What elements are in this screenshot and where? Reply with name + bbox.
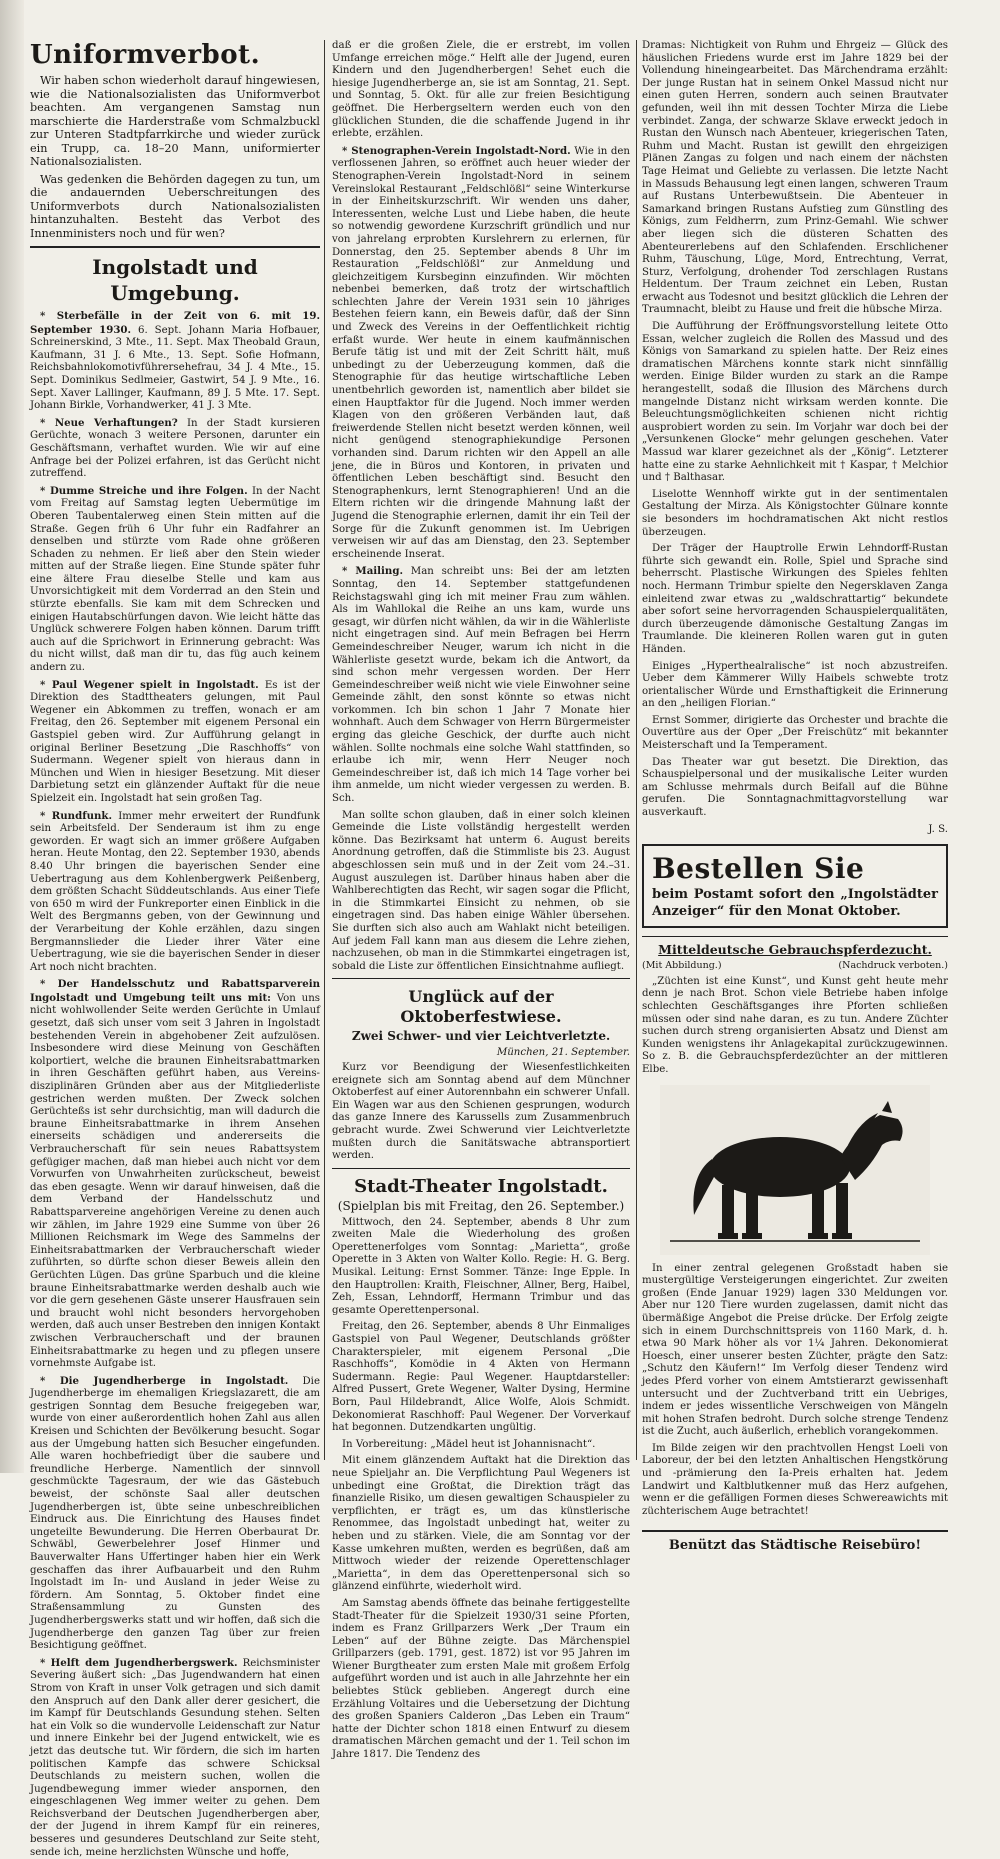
article-streiche	[30, 485, 320, 675]
ad-text: beim Postamt sofort den „Ingolstädter Anzeiger“ für den Monat Oktober.	[652, 887, 938, 920]
article-theater-2: Freitag, den 26. September, abends 8 Uhr Einmaliges Gastspiel von Paul Wegener, Deutschlands größter Charakterspieler, mit eigenem Personal „Die Raschhoffs“, Komödie in 4 Akten von Hermann Sudermann. Regie: Paul Wegener. Hauptdarsteller: Alfred Pussert, Grete Wegener, Walter Dysing, Hermine Born, Paul Hildebrandt, Alice Wolfe, Alois Schmidt. Dekonomierat Raschhoff: Paul Wegener. Der Vorverkauf hat begonnen. Dutzendkarten ungültig.	[332, 1321, 630, 1434]
article-theater-5: Am Samstag abends öffnete das beinahe fertiggestellte Stadt-Theater für die Spielzeit 1930/31 seine Pforten, indem es Franz Grillparzers Werk „Der Traum ein Leben“ auf der Bühne zeigte. Das Märchenspiel Grillparzers (geb. 1791, gest. 1872) ist vor 95 Jahren im Wiener Burgtheater zum ersten Male mit großem Erfolg aufgeführt worden und ist auch in alle Jahrzehnte her ein beliebtes Stück geblieben. Angeregt durch eine Erzählung Voltaires und die Uebersetzung der Dichtung des großen Spaniers Calderon „Das Leben ein Traum“ hatte der Dichter schon 1818 einen Entwurf zu diesem dramatischen Märchen gemacht und der 1. Teil schon im Jahre 1817. Die Tendenz des	[332, 1597, 630, 1761]
text-streiche: In der Nacht vom Freitag auf Samstag legten Uebermütige im Oberen Taubentalerweg einen Stein mitten auf die Straße. Gegen früh 6 Uhr fuhr ein Radfahrer an denselben und stürzte vom Rade ohne größeren Schaden zu nehmen. Er ließ aber den Stein wieder mitten auf der Straße liegen. Eine Stunde später fuhr eine ältere Frau dieselbe Stelle und kam aus Unvorsichtigkeit mit dem Vorderrad an den Stein und stürzte ebenfalls. Sie kam mit dem Schrecken und einigen Hautabschürfungen davon. Wie leicht hätte das Unglück schwerere Folgen haben können. Darum trifft auch auf die Sprichwort in Erinnerung gebracht: Was du nicht willst, daß man dir tu, das füg auch keinem andern zu.	[30, 485, 320, 674]
lead-rundfunk: * Rundfunk.	[40, 809, 113, 822]
lead-jugendherberge: * Die Jugendherberge in Ingolstadt.	[40, 1374, 289, 1387]
article-uniformverbot-2: Was gedenken die Behörden dagegen zu tun, um die andauernden Ueberschreitungen des Uniformverbots durch Nationalsozialisten hintanzuhalten. Besteht das Verbot des Innenministers noch und für wen?	[30, 172, 320, 240]
note-row	[642, 960, 948, 973]
text-verhaftungen: In der Stadt kursieren Gerüchte, wonach 3 weitere Personen, darunter ein Geschäftsmann, verhaftet wurden. Wie wir auf eine Anfrage bei der Polizei erfahren, ist das Gerücht nicht zutreffend.	[30, 417, 320, 480]
article-rundfunk	[30, 810, 320, 975]
article-theater-4: Mit einem glänzendem Auftakt hat die Direktion das neue Spieljahr an. Die Verpflichtung Paul Wegeners ist unbedingt eine Großtat, die Direktion trägt das finanzielle Risiko, um diesen gewaltigen Schauspieler zu verpflichten, er trägt es, um das künstlerische Renommee, das Ingolstadt unbedingt hat, weiter zu heben und zu stärken. Viele, die am Sonntag vor der Kasse umkehren mußten, werden es begrüßen, daß am Mittwoch wieder der reizende Operettenschlager „Marietta“, in dem das Operettenpersonal sich so glänzend einführte, wiederholt wird.	[332, 1455, 630, 1593]
footer-reisebuero: Benützt das Städtische Reisebüro!	[642, 1530, 948, 1553]
article-theater-cont-3: Liselotte Wennhoff wirkte gut in der sentimentalen Gestaltung der Mirza. Als Königstochter Gülnare konnte sie besonders im hochdramatischen Akt nicht restlos überzeugen.	[642, 488, 948, 538]
article-pferd: „Züchten ist eine Kunst“, und Kunst geht heute mehr denn je nach Brot. Schon viele Betriebe haben infolge schlechten Geschäftsganges ihre Pforten schließen müssen oder sind nahe daran, es zu tun. Andere Züchter suchen durch streng organisierten Absatz und Dienst am Kunden wenigstens ihr Anlagekapital zurückzugewinnen. So z. B. die Gebrauchspferdezüchter an der mittleren Elbe.	[642, 975, 948, 1075]
article-unglueck: Kurz vor Beendigung der Wiesenfestlichkeiten ereignete sich am Sonntag abend auf dem Münchner Oktoberfest auf einer Autorennbahn ein schwerer Unfall. Ein Wagen war aus den Schienen gesprungen, wodurch das ganze Innere des Karussells zum Zusammenbruch gebracht wurde. Zwei Schwerund vier Leichtverletzte mußten durch die Sanitätswache abtransportiert werden.	[332, 1061, 630, 1162]
page-gutter	[0, 0, 24, 1473]
article-jugendherberge	[30, 1375, 320, 1653]
text-rabatt: Von uns nicht wohlwollender Seite werden Gerüchte in Umlauf gesetzt, daß sich unser vom seit 3 Jahren in Ingolstadt bestehenden Verein in abgehobener Zeit aufzulösen. Insbesondere wird diese Meinung von Geschäften kolportiert, welche die braunen Einheitsrabattmarken in ihren Geschäften geführt haben, aus Vereins-disziplinären Gründen aber aus der Mitgliederliste gestrichen werden mußten. Der Zweck solchen Gerüchteßs ist sehr durchsichtig, man will dadurch die braune Einheitsrabattmarke in ihrem Ansehen einerseits schädigen und andererseits die Verbraucherschaft für sein neues Rabattsystem gefügiger machen, daß man hiebei auch nicht vor dem Vorwurfen von Unwahrheiten zurückscheut, beweist das eben gesagte. Wenn wir darauf hinweisen, daß die dem Verband der Handelsschutz und Rabattsparvereine angehörigen Vereine zu denen auch wir zählen, im Jahre 1929 eine Summe von über 26 Millionen Reichsmark im Wege des Sammelns der Einheitsrabattmarken der Verbraucherschaft wieder zuführten, so dürfte schon dieser Beweis allein den Gerüchten Lügen. Das grüne Sparbuch und die kleine braune Einheitsrabattmarke werden deshalb auch wie vor die gern gesehenen Gäste unserer Hausfrauen sein und braucht wohl nicht besonders hervorgehoben werden, daß auch unser Bestreben den innigen Kontakt zwischen Verbraucherschaft und der braunen Einheitsrabattmarke zu hegen und zu pflegen unsere vornehmste Aufgabe ist.	[30, 992, 320, 1370]
lead-steno: * Stenographen-Verein Ingolstadt-Nord.	[342, 144, 571, 157]
subheadline-unglueck: Zwei Schwer- und vier Leichtverletzte.	[351, 1029, 611, 1044]
article-theater-cont-6: Ernst Sommer, dirigierte das Orchester und brachte die Ouvertüre aus der Oper „Der Freischütz“ mit bekannter Meisterschaft und Ia Temperament.	[642, 714, 948, 752]
article-helft	[30, 1657, 320, 1859]
lead-sterbefaelle: * Sterbefälle in der Zeit von 6. mit 19. September 1930.	[30, 310, 320, 336]
text-rundfunk: Immer mehr erweitert der Rundfunk sein Arbeitsfeld. Der Senderaum ist ihm zu enge geworden. Er wagt sich an immer größere Aufgaben heran. Heute Montag, den 22. September 1930, abends 8.40 Uhr bringen die bayerischen Sender eine Uebertragung aus dem Kohlenbergwerk Peißenberg, dem größten Schacht Süddeutschlands. Aus einer Tiefe von 650 m wird der Funkreporter einen Einblick in die Welt des Bergmanns geben, von der Gewinnung und der Verarbeitung der Kohle erzählen, dazu singen Bergmannslieder die Lieder ihrer Väter eine Uebertragung, wie sie die bayerischen Sender in dieser Art noch nicht brachten.	[30, 810, 320, 973]
lead-wegener: * Paul Wegener spielt in Ingolstadt.	[40, 678, 259, 691]
column-left	[30, 40, 321, 1858]
horse-illustration	[660, 1085, 930, 1255]
headline-unglueck: Unglück auf der Oktoberfestwiese.	[400, 987, 562, 1027]
divider	[332, 1168, 630, 1169]
lead-mailing: * Mailing.	[342, 565, 403, 578]
subscription-ad	[642, 844, 948, 928]
article-uniformverbot: Wir haben schon wiederholt darauf hingewiesen, wie die Nationalsozialisten das Uniformverbot beachten. Am vergangenen Samstag nun marschierte die Harderstraße vom Schmalzbuckl zur Unteren Stadtpfarrkirche und wieder zurück ein Trupp, ca. 18–20 Mann, uniformierter Nationalsozialisten.	[30, 74, 320, 168]
headline-pferdezucht: Mitteldeutsche Gebrauchspferdezucht.	[658, 942, 932, 958]
subheadline-stadttheater: (Spielplan bis mit Freitag, den 26. September.)	[337, 1198, 625, 1213]
dateline-unglueck: München, 21. September.	[496, 1047, 630, 1059]
article-mailing-2: Man sollte schon glauben, daß in einer solch kleinen Gemeinde die Liste vollständig hergestellt werden könne. Das Bezirksamt hat unterm 6. August bereits Anordnung getroffen, daß die Stimmliste bis 23. August abgeschlossen sein muß und in der Zeit vom 24.–31. August auszulegen ist. Darüber hinaus haben aber die Wahlberechtigten das Recht, wir sagen sogar die Pflicht, in die Stimmkartei Einsicht zu nehmen, ob sie eingetragen sind. Das haben einige Wähler übersehen. Sie durften sich also auch am Wahlakt nicht beteiligen. Auf jedem Fall kann man aus diesem die Lehre ziehen, nachzusehen, ob man in die Stimmkartei eingetragen ist, sobald die Liste zur öffentlichen Einsichtnahme aufliegt.	[332, 809, 630, 972]
article-theater-3: In Vorbereitung: „Mädel heut ist Johannisnacht“.	[342, 1438, 596, 1450]
divider	[642, 936, 948, 937]
article-pferd-3: Im Bilde zeigen wir den prachtvollen Hengst Loeli von Laboreur, der bei den letzten Anhaltischen Hengstkörung und -prämierung den Ia-Preis erhalten hat. Jedem Landwirt und Kaltblutkenner muß das Herz aufgehen, wenn er die gefälligen Formen dieses Schwereawichts mit züchterischem Auge betrachtet!	[642, 1442, 948, 1517]
article-helft-cont: daß er die großen Ziele, die er erstrebt, im vollen Umfange erreichen möge.“ Helft alle der Jugend, euren Kindern und den Jugendherbergen! Sehet euch die hiesige Jugendherberge an, sie ist am Sonntag, 21. Sept. und Sonntag, 5. Okt. für alle zur freien Besichtigung geöffnet. Die Herbergseltern werden euch von den glücklichen Stunden, die die schaffende Jugend in ihr erlebte, erzählen.	[332, 40, 630, 140]
article-wegener	[30, 679, 320, 806]
column-middle	[332, 40, 630, 1761]
article-theater-cont-7: Das Theater war gut besetzt. Die Direktion, das Schauspielpersonal und der musikalische Leiter wurden am Schlusse mehrmals durch Beifall auf die Bühne gerufen. Die Sonntagnachmittagvorstellung war ausverkauft.	[642, 756, 948, 819]
divider	[332, 978, 630, 979]
text-wegener: Es ist der Direktion des Stadttheaters gelungen, mit Paul Wegener ein Abkommen zu treffen, wonach er am Freitag, den 26. September mit eigenem Personal ein Gastspiel geben wird. Zur Aufführung gelangt in original Berliner Besetzung „Die Raschhoffs“ von Sudermann. Wegener spielt von hieraus dann in München und Wien in hiesiger Besetzung. Mit dieser Darbietung setzt ein glänzender Auftakt für die neue Spielzeit ein. Ingolstadt hat sein großen Tag.	[30, 679, 320, 804]
article-theater-cont-5: Einiges „Hyperthealralische“ ist noch abzustreifen. Ueber dem Kämmerer Willy Haibels schwebte trotz orientalischer Würde und Ernsthaftigkeit die Erinnerung an den „heiligen Florian.“	[642, 660, 948, 710]
note-nachdruck: (Nachdruck verboten.)	[838, 960, 948, 972]
article-verhaftungen	[30, 417, 320, 481]
column-right	[642, 40, 948, 1554]
text-sterbefaelle: 6. Sept. Johann Maria Hofbauer, Schreinerskind, 3 Mte., 11. Sept. Max Theobald Graun, Kaufmann, 31 J. 6 Mte., 13. Sept. Sofie Hofmann, Reichsbahnlokomotivführersehefrau, 34 J. 4 Mte., 15. Sept. Dominikus Sedlmeier, Gastwirt, 54 J. 9 Mte., 16. Sept. Xaver Lallinger, Kaufmann, 89 J. 5 Mte. 17. Sept. Johann Birkle, Vorhandwerker, 41 J. 3 Mte.	[30, 324, 320, 412]
ad-title: Bestellen Sie	[652, 852, 865, 886]
text-jugendherberge: Die Jugendherberge im ehemaligen Kriegslazarett, die am gestrigen Sonntag dem Besuche freigegeben war, wurde von einer außerordentlich hohen Zahl aus allen Kreisen und Schichten der Bevölkerung besucht. Sogar aus der Umgebung hatten sich Besucher eingefunden. Alle waren hochbefriedigt über die saubere und freundliche Herberge. Namentlich der sinnvoll geschmückte Tagesraum, der wie das Gästebuch beweist, der schönste Saal aller deutschen Jugendherbergen ist, übte seine unbeschreiblichen Eindruck aus. Die Einrichtung des Hauses findet ungeteilte Bewunderung. Die Herren Oberbaurat Dr. Schwäbl, Gewerbelehrer Josef Hinmer und Bauverwalter Hans Uffertinger haben hier ein Werk geschaffen das ihrer Aufbauarbeit und den Ruhm Ingolstadt im In- und Ausland in jeder Weise zu fördern. Am Sonntag, 5. Oktober findet eine Straßensammlung zu Gunsten des Jugendherbergswerks statt und wir hoffen, daß sich die Jugendherberge den ganzen Tag über zur freien Besichtigung geöffnet.	[30, 1375, 320, 1652]
article-pferd-2: In einer zentral gelegenen Großstadt haben sie mustergültige Versteigerungen eingerichtet. Zur zweiten großen (Ende Januar 1929) lagen 330 Meldungen vor. Aber nur 120 Tiere wurden zugelassen, damit nicht das übermäßige Angebot die Preise drücke. Der Erfolg zeigte sich in einem Durchschnittspreis von 1160 Mark, d. h. etwa 90 Mark höher als vor 1¼ Jahren. Dekonomierat Hoesch, einer unserer besten Züchter, prägte den Satz: „Schutz den Käufern!“ Im Verfolg dieser Tendenz wird jedes Pferd vorher von einem Amtstierarzt gewissenhaft untersucht und der Zuchtverband tritt ein Uebriges, indem er jedes wissentliche Verschweigen von Mängeln mit hohen Strafen bedroht. Durch solche strenge Tendenz ist die Zucht, auch äußerlich, erheblich vorangekommen.	[642, 1262, 948, 1438]
article-theater-cont-4: Der Träger der Hauptrolle Erwin Lehndorff-Rustan führte sich gewandt ein. Rolle, Spiel und Sprache sind beherrscht. Plastische Wirkungen des Spieles fehlten noch. Hermann Trimbur spielte den Negersklaven Zanga einleitend zwar etwas zu „waldschrattartig“ bekundete aber sofort seine hervorragenden Schauspielerqualitäten, durch überzeugende dämonische Gestaltung Zangas im Traumlande. Die kleineren Rollen waren gut in guten Händen.	[642, 543, 948, 655]
note-abbildung: (Mit Abbildung.)	[642, 960, 722, 972]
headline-stadttheater: Stadt-Theater Ingolstadt.	[354, 1175, 608, 1197]
article-rabatt	[30, 978, 320, 1370]
article-theater-cont: Dramas: Nichtigkeit von Ruhm und Ehrgeiz — Glück des häuslichen Friedens wurde erst im Jahre 1829 bei der Vollendung hineingearbeitet. Das Märchendrama erzählt: Der junge Rustan hat in seinem Onkel Massud nicht nur einen guten Herren, sondern auch seinen Brautvater gefunden, weil ihn mit dessen Tochter Mirza die Liebe verbindet. Zanga, der schwarze Sklave erweckt jedoch in Rustan den Wunsch nach Abenteuer, kriegerischen Taten, Ruhm und Macht. Rustan ist gewillt den ehrgeizigen Plänen Zangas zu folgen und nach einem der nächsten Tage Heimat und Geliebte zu verlassen. Die letzte Nacht in Massuds Behausung legt einen langen, schweren Traum auf Rustans Unterbewußtsein. Die Abenteuer in Samarkand bringen Rustans Aufstieg zum Günstling des Königs, zum Feldherrn, zum Prinz-Gemahl. Wie schwer aber liegen sich die düsteren Schatten des Abenteurerlebens auf den Schlafenden. Erschlichener Ruhm, Täuschung, Lüge, Mord, Entrechtung, Verrat, Sturz, Verfolgung, drohender Tod zerschlagen Rustans Heldentum. Der Traum zeichnet ein Leben, Rustan erwacht aus Todesnot und besitzt glücklich die Lehren der Traumnacht, bleibt zu Hause und freit die hübsche Mirza.	[642, 40, 948, 316]
column-rule	[324, 40, 325, 1460]
signature: J. S.	[928, 823, 948, 835]
lead-verhaftungen: * Neue Verhaftungen?	[40, 416, 178, 429]
section-heading-ingolstadt: Ingolstadt und Umgebung.	[30, 246, 320, 306]
article-theater-cont-2: Die Aufführung der Eröffnungsvorstellung leitete Otto Essan, welcher zugleich die Rollen des Massud und des Königs von Samarkand zu spielen hatte. Der Reiz eines dramatischen Märchens konnte stark nicht sinnfällig werden. Einige Bilder wurden zu stark an die Rampe herangestellt, sodaß die Illusion des Märchens durch mangelnde Distanz nicht wirksam werden konnte. Die Beleuchtungsmöglichkeiten schienen nicht richtig ausprobiert worden zu sein. Im Vorjahr war doch bei der „Versunkenen Glocke“ mehr gelungen geschehen. Vater Massud war klarer gezeichnet als der „König“. Letzterer hatte eine zu starke Aehnlichkeit mit † Kaspar, † Melchior und † Balthasar.	[642, 321, 948, 484]
lead-helft: * Helft dem Jugendherbergswerk.	[40, 1656, 238, 1669]
column-rule	[636, 40, 637, 1460]
lead-rabatt: * Der Handelsschutz und Rabattsparverein Ingolstadt und Umgebung teilt uns mit:	[30, 978, 320, 1004]
article-mailing	[332, 565, 630, 805]
headline-uniformverbot: Uniformverbot.	[30, 40, 261, 70]
article-sterbefaelle	[30, 310, 320, 413]
text-helft: Reichsminister Severing äußert sich: „Das Jugendwandern hat einen Strom von Kraft in unser Volk getragen und sich damit den Anspruch auf den Dank aller derer gesichert, die im Kampf für Deutschlands Gesundung stehen. Selten hat ein Volk so die wundervolle Leidenschaft zur Natur und innere Einkehr bei der Jugend entwickelt, wie es jetzt das deutsche tut. Wir fördern, die sich im harten politischen Kampfe das schwere Schicksal Deutschlands zu meistern suchen, wollen die Jugendbewegung immer wieder anspornen, den eingeschlagenen Weg immer weiter zu gehen. Dem Reichsverband der Deutschen Jugendherbergen aber, der der Jugend in ihrem Kampf für ein reineres, besseres und gesunderes Deutschland zur Seite steht, sende ich, meine herzlichsten Wünsche und hoffe,	[30, 1657, 321, 1858]
text-mailing: Man schreibt uns: Bei der am letzten Sonntag, den 14. September stattgefundenen Reichstagswahl ging ich mit meiner Frau zum wählen. Als im Wahllokal die Reihe an uns kam, wurde uns gesagt, wir dürfen nicht wählen, da wir in die Wählerliste nicht eingetragen sind. Auf mein Befragen bei Herrn Gemeindeschreiber Neuger, warum ich nicht in die Wählerliste gesetzt wurde, bekam ich die Antwort, da sind schon mehr vergessen worden. Der Herr Gemeindeschreiber weiß nicht wie viele Einwohner seine Gemeinde zählt, den sonst könnte so etwas nicht vorkommen. Ich bin schon 1 Jahr 7 Monate hier wohnhaft. Auch dem Schwager von Herrn Bürgermeister erging das gleiche Geschick, der durfte auch nicht wählen. Sollte nochmals eine solche Wahl stattfinden, so erlaube ich mir, wenn Herr Neuger noch Gemeindeschreiber ist, daß ich mich 14 Tage vorher bei ihm anmelde, um nicht wieder vergessen zu werden. B. Sch.	[332, 566, 630, 805]
text-steno: Wie in den verflossenen Jahren, so eröffnet auch heuer wieder der Stenographen-Verein Ingolstadt-Nord in seinem Vereinslokal Restaurant „Feldschlößl“ seine Winterkurse in der Einheitskurzschrift. Wir wenden uns daher, Interessenten, welche Lust und Liebe haben, die heute so notwendig gewordene Kurzschrift gründlich und nur von jahrelang erprobten Kurslehrern zu erlernen, für Donnerstag, den 25. September abends 8 Uhr im Restauration „Feldschlößl“ zur Anmeldung und gleichzeitigem Kursbeginn einzufinden. Wir möchten nebenbei bemerken, daß trotz der wirtschaftlich schlechten Jahre der Verein 1931 sein 10 jähriges Bestehen feiern kann, ein Beweis dafür, daß der Sinn und Zweck des Vereins in der Oeffentlichkeit richtig erfaßt wurde. Wer heute in einem kaufmännischen Berufe tätig ist und mit der Zeit Schritt hält, muß unbedingt zu der Ueberzeugung kommen, daß die Stenographie für das heutige wirtschaftliche Leben unentbehrlich geworden ist, namentlich aber bildet sie einen Hauptfaktor für die Jugend. Noch immer werden Klagen von den größeren Verbänden laut, daß freiwerdende Stellen nicht besetzt werden können, weil nicht genügend stenographiekundige Personen vorhanden sind. Darum richten wir den Appell an alle jene, die in Büros und Kontoren, in privaten und öffentlichen Leben beschäftigt sind. Besucht den Stenographenkurs, lernt Stenographieren! Und an die Eltern richten wir die dringende Mahnung laßt der Jugend die Stenographie erlernen, damit ihr ein Teil der Sorge für die Zukunft genommen ist. Im Uebrigen verweisen wir auf das am Dienstag, den 23. September erscheinende Inserat.	[332, 145, 630, 560]
article-theater-1: Mittwoch, den 24. September, abends 8 Uhr zum zweiten Male die Wiederholung des großen Operettenerfolges vom Sonntag: „Marietta“, große Operette in 3 Akten von Walter Kollo. Regie: H. G. Berg. Musikal. Leitung: Ernst Sommer. Tänze: Inge Epple. In den Hauptrollen: Kraith, Fleischner, Allner, Berg, Haibel, Zeh, Essan, Lehndorff, Hermann Trimbur und das gesamte Operettenpersonal.	[332, 1216, 630, 1316]
lead-streiche: * Dumme Streiche und ihre Folgen.	[40, 484, 248, 497]
article-steno	[332, 145, 630, 562]
